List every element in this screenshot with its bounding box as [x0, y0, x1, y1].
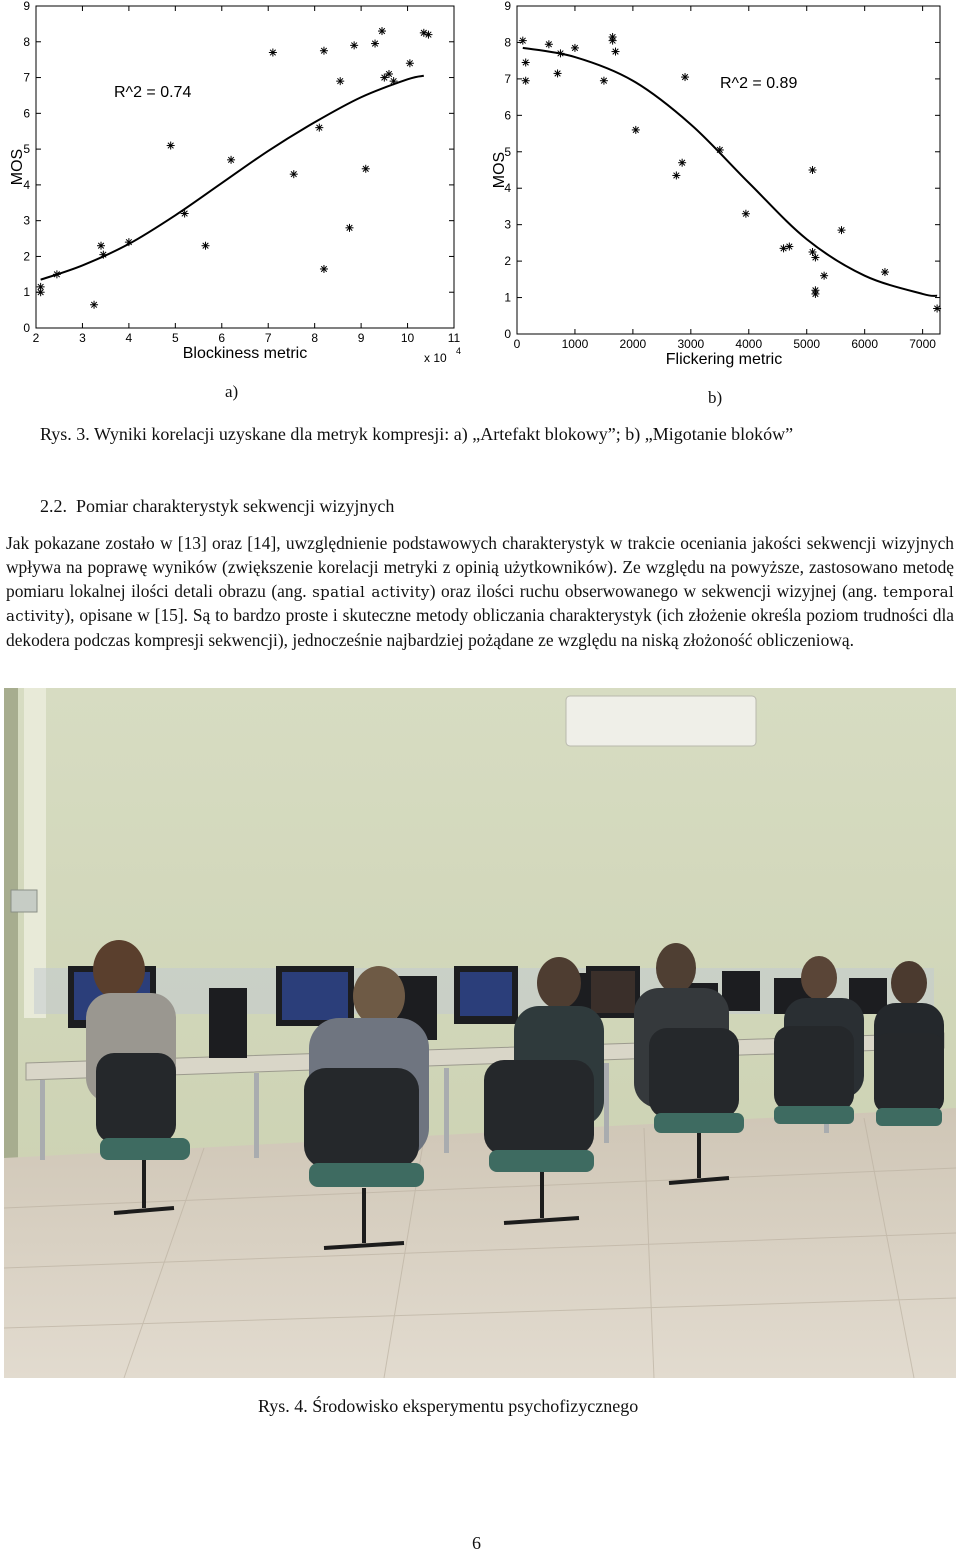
x-tick-label: 8 [311, 331, 319, 345]
data-point [350, 41, 358, 49]
x-axis-label: Blockiness metric [182, 345, 308, 362]
y-tick-label: 3 [23, 213, 30, 228]
x-tick-label: 5000 [793, 337, 821, 351]
x-tick-label: 4 [125, 331, 133, 345]
para-part-2: ) oraz ilości ruchu obserwowanego w sekwencji wizyjnej (ang. [429, 580, 883, 601]
chart-blockiness [0, 0, 470, 368]
data-point [37, 283, 45, 291]
y-axis-label: MOS [9, 148, 26, 186]
x-tick-label: 7 [264, 331, 272, 345]
data-point [346, 224, 354, 232]
y-tick-label: 0 [504, 327, 511, 341]
data-point [554, 69, 562, 77]
x-multiplier-exponent: 4 [456, 346, 462, 356]
plot-area [517, 6, 940, 334]
r-squared-annotation: R^2 = 0.74 [114, 84, 192, 101]
x-tick-label: 4000 [735, 337, 763, 351]
x-axis-label: Flickering metric [665, 351, 783, 368]
y-tick-label: 4 [23, 177, 30, 192]
chart-blockiness-svg [0, 0, 470, 368]
data-point [378, 27, 386, 35]
x-tick-label: 0 [513, 337, 521, 351]
subfig-a-label: a) [225, 382, 239, 401]
data-point [320, 265, 328, 273]
x-tick-label: 7000 [909, 337, 936, 351]
y-tick-label: 6 [504, 108, 511, 123]
chart-flickering [484, 0, 954, 372]
data-point [545, 40, 553, 48]
x-tick-label: 10 [400, 331, 415, 345]
x-tick-label: 2 [32, 331, 40, 345]
y-tick-label: 7 [504, 71, 511, 86]
r-squared-annotation: R^2 = 0.89 [720, 75, 798, 92]
y-tick-label: 6 [23, 106, 30, 121]
y-tick-label: 2 [504, 254, 511, 269]
para-part-3: ), opisane w [15]. Są to bardzo proste i skuteczne metody obliczania charakterystyk (ich złożenie określa poziom trudności dla dekodera podczas kompresji sekwencji), jednocześnie najbardziej pożądane ze względu na niską złożoność obliczeniową. [6, 605, 954, 651]
x-tick-label: 5 [171, 331, 179, 345]
y-tick-label: 5 [504, 144, 511, 159]
y-tick-label: 0 [23, 321, 30, 335]
chart-flickering-svg [484, 0, 954, 372]
data-point [837, 226, 845, 234]
y-tick-label: 9 [23, 0, 30, 13]
data-point [612, 48, 620, 56]
x-tick-label: 11 [447, 331, 461, 345]
y-tick-label: 7 [23, 70, 30, 85]
y-tick-label: 8 [504, 35, 511, 50]
y-tick-label: 4 [504, 181, 511, 196]
para-part-1: Jak pokazane zostało w [13] oraz [14], uwzględnienie podstawowych charakterystyk w trakcie oceniania jakości sekwencji wizyjnych wpływa na poprawę wyników (zwiększenie korelacji metryki z opinią użytkowników). Ze względu na powyższe, zastosowano metodę pomiaru lokalnej ilości detali obrazu (ang. [6, 533, 954, 601]
figure4-caption: Rys. 4. Środowisko eksperymentu psychofizycznego [258, 1396, 639, 1416]
data-point [181, 210, 189, 218]
term-spatial-activity: spatial activity [312, 582, 430, 601]
lab-photo-illustration [4, 688, 956, 1378]
y-tick-label: 3 [504, 217, 511, 232]
data-point [371, 40, 379, 48]
x-tick-label: 9 [357, 331, 365, 345]
y-tick-label: 2 [23, 249, 30, 264]
page-number: 6 [472, 1533, 481, 1553]
body-paragraph [6, 532, 954, 653]
y-tick-label: 9 [504, 0, 511, 13]
subfig-b-label: b) [708, 388, 723, 407]
data-point [424, 31, 432, 39]
data-point [716, 146, 724, 154]
x-tick-label: 3 [79, 331, 86, 345]
data-point [571, 44, 579, 52]
x-tick-label: 6 [218, 331, 226, 345]
figure3-caption: Rys. 3. Wyniki korelacji uzyskane dla metryk kompresji: a) „Artefakt blokowy”; b) „Migotanie bloków” [40, 424, 794, 444]
x-tick-label: 1000 [561, 337, 589, 351]
data-point [269, 49, 277, 57]
data-point [315, 124, 323, 132]
y-axis-label: MOS [491, 151, 508, 189]
data-point [320, 47, 328, 55]
term-temporal-activity: temporal activity [6, 582, 954, 626]
y-tick-label: 1 [504, 290, 511, 305]
section-heading [40, 496, 394, 517]
data-point [53, 270, 61, 278]
x-multiplier: x 10 [424, 351, 447, 365]
x-tick-label: 6000 [851, 337, 879, 351]
x-tick-label: 3000 [677, 337, 705, 351]
y-tick-label: 1 [23, 285, 30, 300]
data-point [742, 210, 750, 218]
section-number: 2.2. [40, 496, 67, 516]
x-tick-label: 2000 [619, 337, 647, 351]
lab-photo [4, 688, 956, 1378]
y-tick-label: 5 [23, 142, 30, 157]
y-tick-label: 8 [23, 34, 30, 49]
section-title: Pomiar charakterystyk sekwencji wizyjnych [76, 496, 395, 516]
